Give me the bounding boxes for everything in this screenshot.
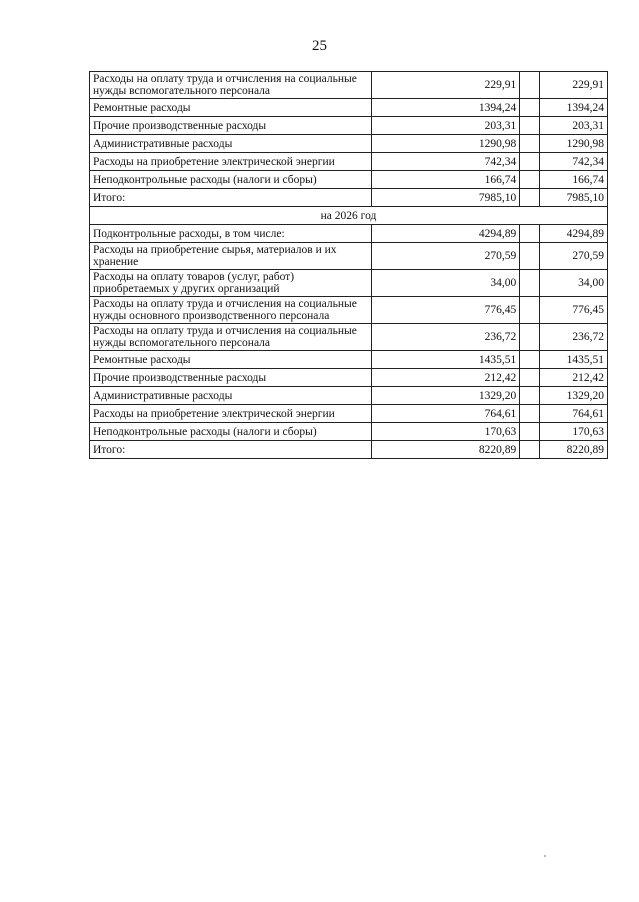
table-row (90, 153, 608, 171)
row-name-cell: Подконтрольные расходы, в том числе: (90, 225, 372, 243)
row-value-1-cell: 34,00 (371, 270, 519, 297)
row-value-1-cell: 8220,89 (371, 441, 519, 459)
row-spacer-cell (520, 423, 540, 441)
row-spacer-cell (520, 171, 540, 189)
table-row (90, 423, 608, 441)
row-spacer-cell (520, 441, 540, 459)
row-value-2-cell: 34,00 (540, 270, 608, 297)
row-spacer-cell (520, 270, 540, 297)
row-name-cell: Расходы на оплату труда и отчисления на социальные нужды вспомогательного персонала (90, 324, 372, 351)
table-row (90, 171, 608, 189)
row-value-1-cell: 742,34 (371, 153, 519, 171)
table-row (90, 207, 608, 225)
table-section-2026-header (90, 207, 608, 225)
row-value-1-cell: 166,74 (371, 171, 519, 189)
row-name-cell: Ремонтные расходы (90, 351, 372, 369)
row-spacer-cell (520, 189, 540, 207)
table-section-2026 (90, 225, 608, 459)
row-name-cell: Расходы на оплату труда и отчисления на социальные нужды вспомогательного персонала (90, 72, 372, 99)
row-value-2-cell: 1435,51 (540, 351, 608, 369)
table-row (90, 297, 608, 324)
cost-table (89, 71, 608, 459)
row-value-1-cell: 203,31 (371, 117, 519, 135)
row-name-cell: Расходы на оплату труда и отчисления на социальные нужды основного производственного персонала (90, 297, 372, 324)
row-spacer-cell (520, 387, 540, 405)
table-row (90, 243, 608, 270)
row-value-1-cell: 1290,98 (371, 135, 519, 153)
row-value-1-cell: 1394,24 (371, 99, 519, 117)
row-value-1-cell: 229,91 (371, 72, 519, 99)
table-row (90, 135, 608, 153)
table-row (90, 324, 608, 351)
row-value-2-cell: 166,74 (540, 171, 608, 189)
row-name-cell: Неподконтрольные расходы (налоги и сборы) (90, 171, 372, 189)
row-value-2-cell: 8220,89 (540, 441, 608, 459)
row-value-1-cell: 776,45 (371, 297, 519, 324)
table-row (90, 225, 608, 243)
page-number: 25 (312, 38, 327, 54)
row-value-2-cell: 1329,20 (540, 387, 608, 405)
table-row (90, 189, 608, 207)
row-value-1-cell: 7985,10 (371, 189, 519, 207)
row-name-cell: Итого: (90, 189, 372, 207)
row-value-2-cell: 170,63 (540, 423, 608, 441)
row-name-cell: Административные расходы (90, 387, 372, 405)
table-row (90, 72, 608, 99)
row-name-cell: Расходы на приобретение электрической энергии (90, 405, 372, 423)
row-value-1-cell: 1329,20 (371, 387, 519, 405)
section-heading-2026: на 2026 год (90, 207, 608, 225)
row-value-1-cell: 764,61 (371, 405, 519, 423)
scan-speck (544, 855, 546, 857)
row-value-1-cell: 4294,89 (371, 225, 519, 243)
row-value-2-cell: 764,61 (540, 405, 608, 423)
row-value-2-cell: 229,91 (540, 72, 608, 99)
row-value-1-cell: 236,72 (371, 324, 519, 351)
table-row (90, 369, 608, 387)
row-spacer-cell (520, 351, 540, 369)
row-name-cell: Ремонтные расходы (90, 99, 372, 117)
row-spacer-cell (520, 297, 540, 324)
row-value-2-cell: 1394,24 (540, 99, 608, 117)
row-spacer-cell (520, 405, 540, 423)
row-name-cell: Прочие производственные расходы (90, 369, 372, 387)
row-name-cell: Административные расходы (90, 135, 372, 153)
row-spacer-cell (520, 225, 540, 243)
row-value-2-cell: 7985,10 (540, 189, 608, 207)
row-spacer-cell (520, 369, 540, 387)
table-row (90, 405, 608, 423)
row-spacer-cell (520, 135, 540, 153)
row-value-2-cell: 4294,89 (540, 225, 608, 243)
row-value-2-cell: 776,45 (540, 297, 608, 324)
row-spacer-cell (520, 72, 540, 99)
row-value-2-cell: 236,72 (540, 324, 608, 351)
row-name-cell: Расходы на оплату товаров (услуг, работ) приобретаемых у других организаций (90, 270, 372, 297)
row-value-1-cell: 1435,51 (371, 351, 519, 369)
table-row (90, 441, 608, 459)
row-name-cell: Расходы на приобретение сырья, материалов и их хранение (90, 243, 372, 270)
row-value-2-cell: 212,42 (540, 369, 608, 387)
row-spacer-cell (520, 243, 540, 270)
row-spacer-cell (520, 99, 540, 117)
row-spacer-cell (520, 153, 540, 171)
row-value-2-cell: 270,59 (540, 243, 608, 270)
row-value-2-cell: 742,34 (540, 153, 608, 171)
row-value-2-cell: 203,31 (540, 117, 608, 135)
table-row (90, 117, 608, 135)
table-section-previous (90, 72, 608, 207)
row-name-cell: Итого: (90, 441, 372, 459)
table-row (90, 351, 608, 369)
table-row (90, 270, 608, 297)
row-spacer-cell (520, 117, 540, 135)
table-row (90, 387, 608, 405)
table-row (90, 99, 608, 117)
row-name-cell: Расходы на приобретение электрической энергии (90, 153, 372, 171)
row-name-cell: Прочие производственные расходы (90, 117, 372, 135)
row-name-cell: Неподконтрольные расходы (налоги и сборы) (90, 423, 372, 441)
row-value-1-cell: 170,63 (371, 423, 519, 441)
row-value-1-cell: 270,59 (371, 243, 519, 270)
row-value-1-cell: 212,42 (371, 369, 519, 387)
row-spacer-cell (520, 324, 540, 351)
row-value-2-cell: 1290,98 (540, 135, 608, 153)
